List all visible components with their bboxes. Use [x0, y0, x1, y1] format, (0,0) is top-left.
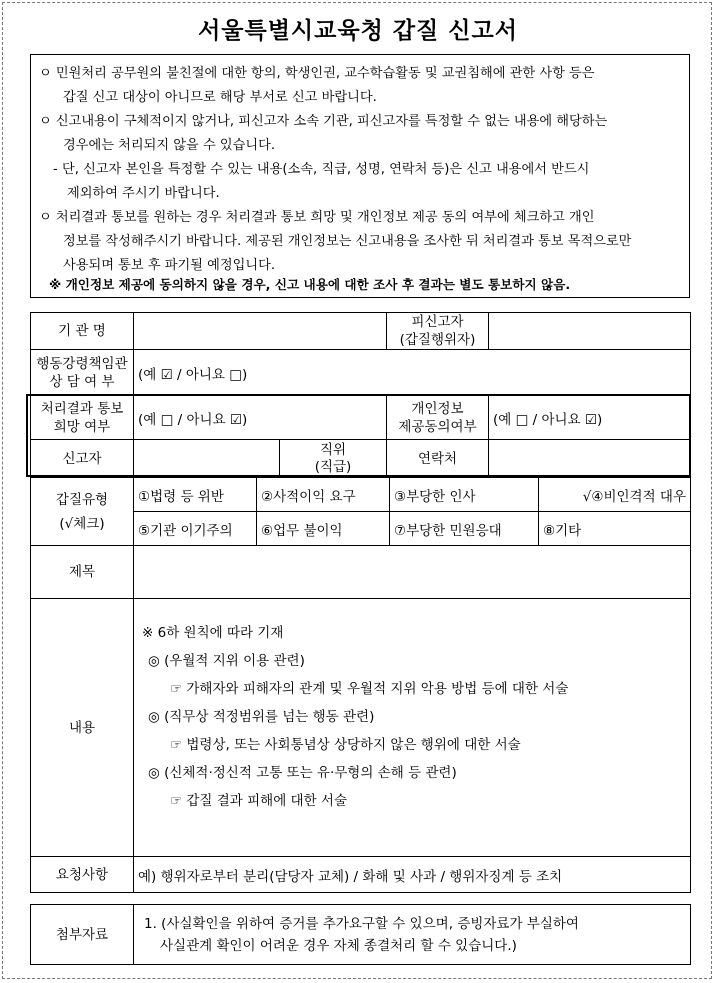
report-form-table — [30, 312, 691, 478]
content-line: ☞ 갑질 결과 피해에 대한 서술 — [170, 793, 348, 809]
privacy-warning: ※ 개인정보 제공에 동의하지 않을 경우, 신고 내용에 대한 조사 후 결과는 별도 통보하지 않음. — [49, 277, 571, 292]
agency-field[interactable] — [134, 313, 387, 350]
privacy-consent-value[interactable]: (예 □ / 아니요 ☑) — [489, 396, 691, 440]
type-option[interactable]: ⑦부당한 민원응대 — [390, 512, 539, 546]
privacy-consent-label — [387, 396, 489, 440]
type-label-line: (√체크) — [59, 515, 105, 532]
counsel-label — [31, 350, 134, 396]
notice-line: 사용되며 통보 후 파기될 예정입니다. — [63, 258, 276, 273]
attachment-table — [30, 904, 691, 965]
notice-line: ㅇ 민원처리 공무원의 불친절에 대한 항의, 학생인권, 교수학습활동 및 교권침해에 관한 사항 등은 — [39, 66, 595, 81]
notice-line: ㅇ 처리결과 통보를 원하는 경우 처리결과 통보 희망 및 개인정보 제공 동의 여부에 체크하고 개인 — [39, 210, 595, 225]
accused-field[interactable] — [489, 313, 691, 350]
notice-line: ㅇ 신고내용이 구체적이지 않거나, 피신고자 소속 기관, 피신고자를 특정할 수 없는 내용에 해당하는 — [39, 114, 608, 129]
position-label-line: (직급) — [314, 458, 352, 475]
notice-line: 갑질 신고 대상이 아니므로 해당 부서로 신고 바랍니다. — [63, 90, 377, 105]
subject-field[interactable] — [134, 546, 691, 599]
result-notice-value[interactable]: (예 □ / 아니요 ☑) — [134, 396, 387, 440]
attachment-note: 사실관계 확인이 어려운 경우 자체 종결처리 할 수 있습니다.) — [160, 937, 517, 954]
type-option[interactable]: ⑥업무 불이익 — [257, 512, 390, 546]
content-line: ◎ (신체적·정신적 고통 또는 유·무형의 손해 등 관련) — [148, 765, 457, 781]
type-label — [31, 478, 134, 546]
content-line: ☞ 가해자와 피해자의 관계 및 우월적 지위 악용 방법 등에 대한 서술 — [170, 681, 569, 697]
attachment-label: 첨부자료 — [31, 905, 134, 965]
result-label-line: 처리결과 통보 — [40, 400, 124, 417]
result-label-line: 희망 여부 — [53, 418, 111, 435]
notice-line: 정보를 작성해주시기 바랍니다. 제공된 개인정보는 신고내용을 조사한 뒤 처리결과 통보 목적으로만 — [63, 234, 632, 249]
privacy-label-line: 제공동의여부 — [398, 418, 477, 435]
content-line: ◎ (직무상 적정범위를 넘는 행동 관련) — [148, 709, 375, 725]
attachment-note: 1. (사실확인을 위하여 증거를 추가요구할 수 있으며, 증빙자료가 부실하여 — [144, 915, 579, 932]
agency-label: 기 관 명 — [31, 313, 134, 350]
notice-line: 경우에는 처리되지 않을 수 있습니다. — [63, 138, 276, 153]
contact-field[interactable] — [489, 440, 691, 478]
request-label: 요청사항 — [31, 857, 134, 893]
type-option[interactable]: ⑧기타 — [539, 512, 691, 546]
document-title: 서울특별시교육청 갑질 신고서 — [198, 18, 518, 44]
privacy-label-line: 개인정보 — [411, 400, 464, 417]
notice-box — [30, 54, 690, 298]
accused-label — [387, 313, 489, 350]
notice-line: 제외하여 주시기 바랍니다. — [67, 186, 220, 201]
position-label — [280, 440, 387, 478]
content-line: ◎ (우월적 지위 이용 관련) — [148, 653, 305, 669]
type-label-line: 갑질유형 — [55, 491, 109, 508]
content-line: ※ 6하 원칙에 따라 기재 — [142, 625, 284, 641]
content-field[interactable] — [134, 599, 691, 857]
notice-line: - 단, 신고자 본인을 특정할 수 있는 내용(소속, 직급, 성명, 연락처 등)은 신고 내용에서 반드시 — [53, 162, 590, 177]
reporter-field[interactable] — [134, 440, 280, 478]
result-notice-label — [31, 396, 134, 440]
attachment-field[interactable] — [134, 905, 691, 965]
request-field[interactable]: 예) 행위자로부터 분리(담당자 교체) / 화해 및 사과 / 행위자징계 등 조치 — [134, 857, 691, 893]
type-table — [30, 477, 691, 893]
accused-label-line: 피신고자 — [411, 314, 464, 330]
accused-label-line: (갑질행위자) — [399, 332, 476, 348]
content-line: ☞ 법령상, 또는 사회통념상 상당하지 않은 행위에 대한 서술 — [170, 737, 521, 753]
type-option[interactable]: ①법령 등 위반 — [134, 478, 257, 512]
counsel-value[interactable]: (예 ☑ / 아니요 □) — [134, 350, 691, 396]
position-label-line: 직위 — [319, 441, 347, 458]
counsel-label-line: 상 담 여 부 — [49, 373, 115, 390]
type-option[interactable]: ⑤기관 이기주의 — [134, 512, 257, 546]
content-label: 내용 — [31, 599, 134, 857]
contact-label: 연락처 — [387, 440, 489, 478]
subject-label: 제목 — [31, 546, 134, 599]
type-option-checked[interactable]: √④비인격적 대우 — [539, 478, 691, 512]
type-option[interactable]: ②사적이익 요구 — [257, 478, 390, 512]
counsel-label-line: 행동강령책임관 — [36, 355, 128, 372]
type-option[interactable]: ③부당한 인사 — [390, 478, 539, 512]
reporter-label: 신고자 — [31, 440, 134, 478]
